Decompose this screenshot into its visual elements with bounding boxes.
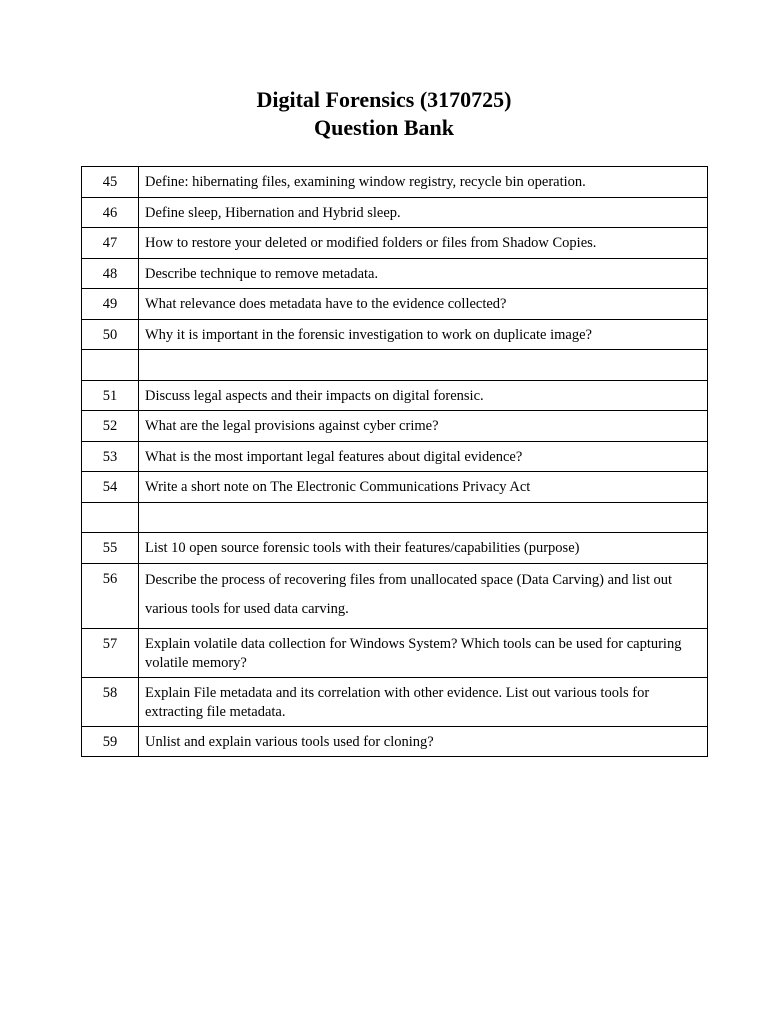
- question-number: 53: [82, 441, 139, 472]
- table-row: [82, 533, 708, 564]
- question-text: Explain File metadata and its correlation with other evidence. List out various tools for extracting file metadata.: [139, 677, 708, 726]
- question-text: What is the most important legal features about digital evidence?: [139, 441, 708, 472]
- question-text: Define: hibernating files, examining window registry, recycle bin operation.: [139, 167, 708, 198]
- table-row: [82, 563, 708, 628]
- question-number: 46: [82, 197, 139, 228]
- question-text: List 10 open source forensic tools with their features/capabilities (purpose): [139, 533, 708, 564]
- question-number: 55: [82, 533, 139, 564]
- question-number: 56: [82, 563, 139, 628]
- question-text: Why it is important in the forensic investigation to work on duplicate image?: [139, 319, 708, 350]
- table-row: [82, 726, 708, 757]
- question-number: 59: [82, 726, 139, 757]
- question-text: Describe the process of recovering files from unallocated space (Data Carving) and list out various tools for used data carving.: [139, 563, 708, 628]
- question-number: 50: [82, 319, 139, 350]
- question-text: What are the legal provisions against cyber crime?: [139, 411, 708, 442]
- question-text: [139, 350, 708, 381]
- question-number: 57: [82, 628, 139, 677]
- question-number: 47: [82, 228, 139, 259]
- question-text: How to restore your deleted or modified folders or files from Shadow Copies.: [139, 228, 708, 259]
- table-row: [82, 677, 708, 726]
- question-number: 45: [82, 167, 139, 198]
- table-row: [82, 289, 708, 320]
- question-number: 51: [82, 380, 139, 411]
- title-block: [0, 86, 768, 142]
- question-text: What relevance does metadata have to the evidence collected?: [139, 289, 708, 320]
- question-number: 49: [82, 289, 139, 320]
- question-text: Explain volatile data collection for Windows System? Which tools can be used for capturing volatile memory?: [139, 628, 708, 677]
- table-row-spacer: [82, 350, 708, 381]
- question-text: [139, 502, 708, 533]
- question-number: [82, 350, 139, 381]
- table-row: [82, 319, 708, 350]
- question-number: 54: [82, 472, 139, 503]
- table-row: [82, 472, 708, 503]
- document-subtitle: Question Bank: [314, 115, 454, 140]
- question-text: Unlist and explain various tools used for cloning?: [139, 726, 708, 757]
- table-row: [82, 628, 708, 677]
- question-text: Write a short note on The Electronic Communications Privacy Act: [139, 472, 708, 503]
- question-text: Describe technique to remove metadata.: [139, 258, 708, 289]
- table-row: [82, 228, 708, 259]
- document-title: Digital Forensics (3170725): [256, 87, 512, 112]
- table-row: [82, 411, 708, 442]
- table-row: [82, 197, 708, 228]
- table-row: [82, 258, 708, 289]
- table-row: [82, 441, 708, 472]
- table-row: [82, 380, 708, 411]
- table-row: [82, 167, 708, 198]
- question-text: Define sleep, Hibernation and Hybrid sleep.: [139, 197, 708, 228]
- question-number: 58: [82, 677, 139, 726]
- question-number: [82, 502, 139, 533]
- question-table: [81, 166, 708, 757]
- question-number: 52: [82, 411, 139, 442]
- question-text: Discuss legal aspects and their impacts on digital forensic.: [139, 380, 708, 411]
- question-number: 48: [82, 258, 139, 289]
- table-row-spacer: [82, 502, 708, 533]
